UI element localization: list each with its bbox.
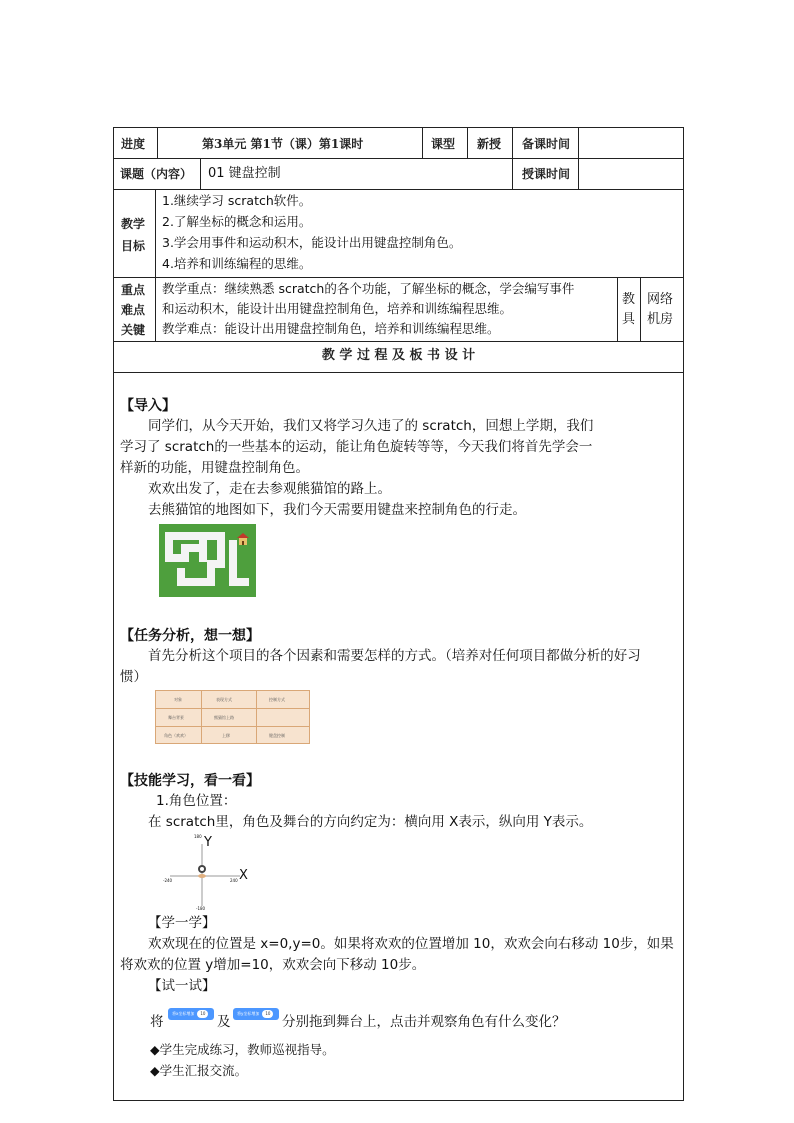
topic-value: 01 键盘控制	[208, 166, 281, 181]
y-axis-label: Y	[204, 835, 212, 850]
tools-value: 机房	[647, 312, 674, 327]
tools-label: 具	[622, 312, 636, 327]
table-cell: 上移	[222, 733, 230, 738]
try-text: 及	[217, 1014, 231, 1030]
coordinate-axis-figure	[160, 836, 250, 912]
learn-paragraph: 欢欢现在的位置是 x=0,y=0。如果将欢欢的位置增加 10，欢欢会向右移动 10步，如果	[148, 936, 674, 952]
table-cell: 表现方式	[216, 697, 232, 702]
skills-subheading: 1.角色位置：	[156, 793, 237, 809]
x-min-label: -240	[163, 878, 173, 883]
intro-paragraph: 同学们，从今天开始，我们又将学习久违了的 scratch，回想上学期，我们	[148, 418, 594, 434]
goals-label: 教学	[121, 217, 146, 231]
intro-paragraph: 去熊猫馆的地图如下，我们今天需要用键盘来控制角色的行走。	[148, 502, 526, 518]
learn-paragraph: 将欢欢的位置 y增加=10，欢欢会向下移动 10步。	[120, 957, 426, 973]
goal-item: 1.继续学习 scratch软件。	[162, 193, 312, 208]
row-divider	[113, 277, 684, 278]
tools-label: 教	[622, 292, 636, 307]
row-divider	[113, 341, 684, 342]
block-label: 将x坐标增加	[172, 1011, 195, 1016]
goals-label: 目标	[121, 239, 146, 253]
key-point-text: 教学难点：能设计出用键盘控制角色，培养和训练编程思维。	[162, 321, 500, 336]
row-divider	[113, 372, 684, 373]
type-label: 课型	[431, 137, 456, 151]
key-point-text: 教学重点：继续熟悉 scratch的各个功能，了解坐标的概念，学会编写事件	[162, 281, 575, 296]
skills-paragraph: 在 scratch里，角色及舞台的方向约定为：横向用 X表示，纵向用 Y表示。	[148, 814, 593, 830]
x-max-label: 240	[230, 878, 238, 883]
bullet-item: ◆学生完成练习，教师巡视指导。	[150, 1042, 335, 1057]
col-divider	[640, 277, 641, 341]
section-title: 教 学 过 程 及 板 书 设 计	[321, 348, 476, 363]
col-divider	[157, 127, 158, 159]
intro-heading: 【导入】	[120, 398, 176, 414]
type-value: 新授	[477, 137, 502, 151]
goal-item: 2.了解坐标的概念和运用。	[162, 214, 312, 229]
table-cell: 舞台背景	[168, 715, 184, 720]
try-heading: 【试一试】	[148, 978, 216, 994]
col-divider	[422, 127, 423, 159]
row-divider	[113, 158, 684, 159]
tools-value: 网络	[647, 292, 674, 307]
key-points-label: 重点	[121, 283, 146, 297]
block-value[interactable]: 10	[197, 1010, 208, 1018]
skills-heading: 【技能学习，看一看】	[120, 773, 260, 789]
topic-label: 课题（内容）	[120, 167, 193, 181]
change-y-block[interactable]	[233, 1008, 279, 1020]
bullet-item: ◆学生汇报交流。	[150, 1063, 248, 1078]
col-divider	[200, 158, 201, 189]
panda-maze-map	[159, 524, 256, 597]
col-divider	[578, 127, 579, 189]
learn-heading: 【学一学】	[148, 915, 216, 931]
y-min-label: -180	[196, 906, 206, 911]
col-divider	[155, 189, 156, 341]
key-point-text: 和运动积木，能设计出用键盘控制角色，培养和训练编程思维。	[162, 301, 513, 316]
y-max-label: 180	[194, 834, 202, 839]
block-value[interactable]: 10	[262, 1010, 273, 1018]
x-axis-label: X	[239, 868, 248, 883]
intro-paragraph: 欢欢出发了，走在去参观熊猫馆的路上。	[148, 481, 391, 497]
table-cell: 对象	[174, 697, 182, 702]
table-cell: 角色（欢欢）	[164, 733, 188, 738]
key-points-label: 关键	[121, 323, 146, 337]
change-x-block[interactable]	[168, 1008, 214, 1020]
row-divider	[113, 189, 684, 190]
intro-paragraph: 样新的功能，用键盘控制角色。	[120, 460, 309, 476]
progress-label: 进度	[121, 137, 146, 151]
col-divider	[512, 127, 513, 189]
block-label: 将y坐标增加	[237, 1011, 260, 1016]
analysis-paragraph: 惯）	[120, 669, 147, 685]
panda-house-icon	[237, 530, 249, 542]
analysis-paragraph: 首先分析这个项目的各个因素和需要怎样的方式。（培养对任何项目都做分析的好习	[148, 648, 641, 664]
col-divider	[467, 127, 468, 159]
progress-value: 第3单元 第1节（课）第1课时	[202, 137, 364, 151]
analysis-table	[155, 690, 310, 744]
teach-time-label: 授课时间	[522, 167, 571, 181]
col-divider	[617, 277, 618, 341]
goal-item: 3.学会用事件和运动积木，能设计出用键盘控制角色。	[162, 235, 462, 250]
analysis-heading: 【任务分析，想一想】	[120, 628, 260, 644]
table-cell: 控制方式	[269, 697, 285, 702]
table-cell: 键盘控制	[269, 733, 285, 738]
try-text: 将	[150, 1014, 164, 1030]
intro-paragraph: 学习了 scratch的一些基本的运动，能让角色旋转等等，今天我们将首先学会一	[120, 439, 593, 455]
try-text: 分别拖到舞台上，点击并观察角色有什么变化？	[282, 1014, 566, 1030]
prep-time-label: 备课时间	[522, 137, 571, 151]
table-cell: 熊猫馆上路	[214, 715, 234, 720]
goal-item: 4.培养和训练编程的思维。	[162, 256, 312, 271]
key-points-label: 难点	[121, 303, 146, 317]
